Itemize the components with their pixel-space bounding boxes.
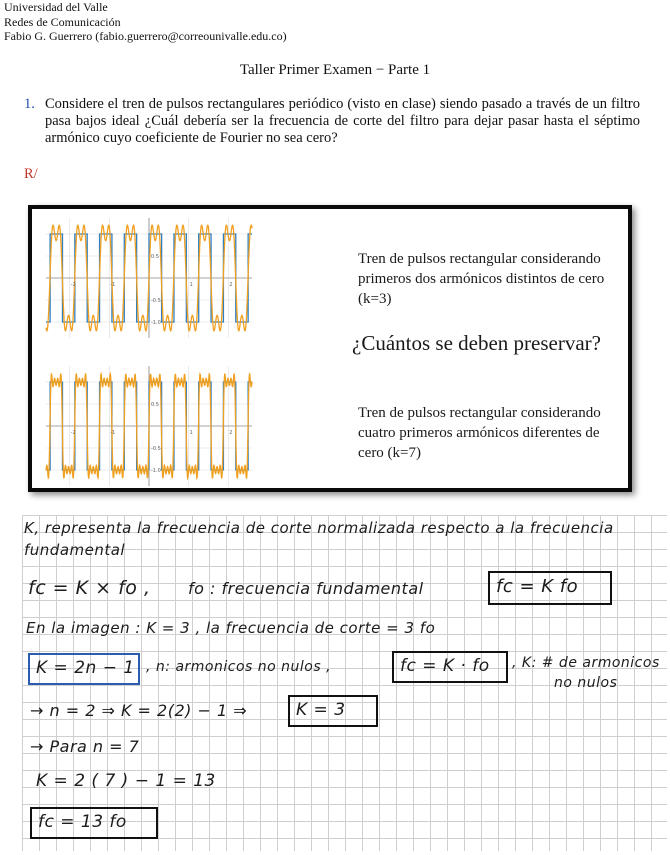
boxed-equation-fc	[488, 571, 612, 605]
y-tick-label: -0.5	[151, 446, 161, 452]
note-k-definition-2: no nulos	[554, 675, 618, 691]
x-tick-label: -1	[110, 282, 116, 288]
slide-text-bottom: Tren de pulsos rectangular considerando cuatro primeros armónicos diferentes de cero (k=7)	[358, 405, 601, 461]
note-line-4: En la imagen : K = 3 , la frecuencia de corte = 3 fo	[26, 619, 436, 637]
author-line: Fabio G. Guerrero (fabio.guerrero@correounivalle.edu.co)	[4, 29, 287, 43]
boxed-equation-k3-text: K = 3	[296, 700, 346, 720]
slide-question: ¿Cuántos se deben preservar?	[352, 331, 601, 355]
note-k-definition: , K: # de armonicos	[512, 655, 660, 671]
note-line-2: fundamental	[24, 541, 126, 559]
university-name: Universidad del Valle	[4, 0, 108, 14]
y-tick-label: -0.5	[151, 298, 161, 304]
boxed-final-answer-text: fc = 13 fo	[38, 812, 127, 832]
plot-k3	[38, 214, 260, 342]
boxed-equation-k3	[288, 695, 378, 727]
note-line-7: → Para n = 7	[30, 737, 140, 756]
question-number: 1.	[24, 96, 35, 112]
note-line-6: → n = 2 ⇒ K = 2(2) − 1 ⇒	[30, 701, 248, 720]
slide-text-top: Tren de pulsos rectangular considerando primeros dos armónicos distintos de cero (k=3)	[358, 251, 605, 307]
document-title: Taller Primer Examen − Parte 1	[239, 62, 431, 78]
x-tick-label: -2	[70, 282, 76, 288]
note-eq-fc: fc = K × fo ,	[28, 577, 151, 599]
boxed-equation-fc-2	[392, 651, 508, 683]
answer-label: R/	[24, 166, 38, 182]
x-tick-label: -2	[70, 430, 76, 436]
x-tick-label: 1	[189, 282, 193, 288]
boxed-equation-k-text: K = 2n − 1	[36, 658, 135, 678]
slide-image	[28, 205, 632, 492]
handwritten-notes	[22, 515, 667, 851]
boxed-equation-fc-text: fc = K fo	[496, 576, 579, 597]
x-tick-label: 2	[229, 282, 233, 288]
y-tick-label: 0.5	[151, 254, 159, 260]
note-fo-definition: fo : frecuencia fundamental	[188, 579, 424, 598]
question-block	[24, 96, 640, 147]
y-tick-label: 0.5	[151, 402, 159, 408]
y-tick-label: -1.0	[151, 320, 161, 326]
question-text: Considere el tren de pulsos rectangulares periódico (visto en clase) siendo pasado a través de un filtro pasa bajos ideal ¿Cuál debería ser la frecuencia de corte del filtro para dejar pasar hasta el séptimo armónico cuyo coeficiente de Fourier no sea cero?	[45, 96, 640, 146]
note-line-1: K, representa la frecuencia de corte normalizada respecto a la frecuencia	[24, 519, 614, 537]
x-tick-label: 2	[229, 430, 233, 436]
course-name: Redes de Comunicación	[4, 14, 121, 29]
boxed-final-answer	[30, 807, 158, 839]
note-line-8: K = 2 ( 7 ) − 1 = 13	[36, 771, 216, 791]
boxed-equation-k	[28, 653, 140, 685]
x-tick-label: -1	[110, 430, 116, 436]
x-tick-label: 1	[189, 430, 193, 436]
y-tick-label: -1.0	[151, 468, 161, 474]
document-header	[4, 0, 287, 44]
boxed-equation-fc-2-text: fc = K · fo	[400, 656, 490, 676]
plot-k7	[38, 362, 260, 490]
note-n-definition: , n: armonicos no nulos ,	[146, 659, 332, 675]
